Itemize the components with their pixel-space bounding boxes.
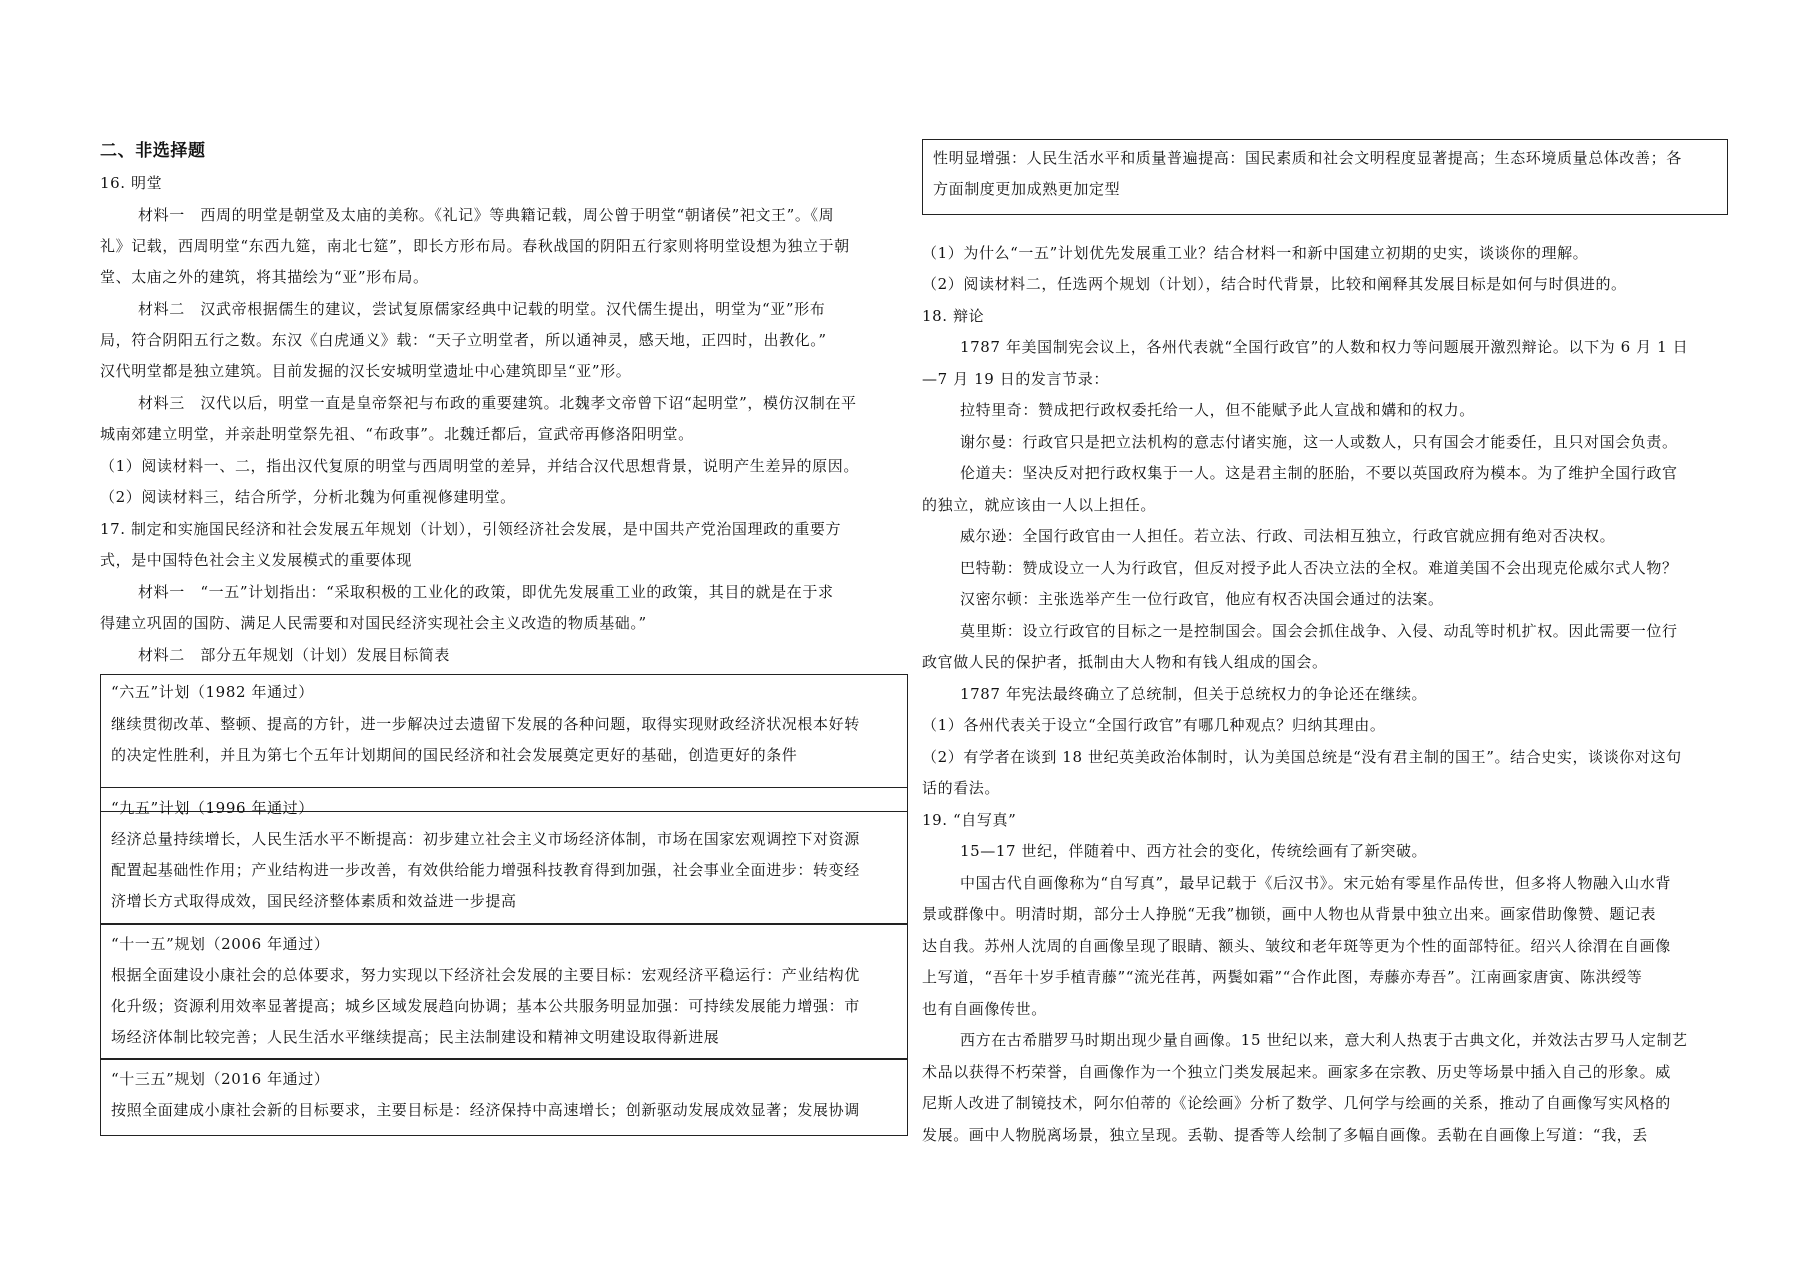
q16-line: 材料二 汉武帝根据儒生的建议，尝试复原儒家经典中记载的明堂。汉代儒生提出，明堂为“亚”形布: [138, 300, 826, 318]
table-row: [100, 787, 908, 925]
q18-question: 话的看法。: [922, 779, 1001, 797]
q16-line: 汉代明堂都是独立建筑。目前发掘的汉长安城明堂遗址中心建筑即呈“亚”形。: [100, 362, 632, 380]
q16-line: 材料三 汉代以后，明堂一直是皇帝祭祀与布政的重要建筑。北魏孝文帝曾下诏“起明堂”，模仿汉制在平: [138, 394, 857, 412]
q19-line: 上写道，“吾年十岁手植青藤”“流光荏苒，两鬓如霜”“合作此图，寿藤亦寿吾”。江南画家唐寅、陈洪绶等: [922, 968, 1643, 986]
q18-speech: 拉特里奇：赞成把行政权委托给一人，但不能赋予此人宣战和媾和的权力。: [960, 401, 1475, 419]
q18-title: 18. 辩论: [922, 307, 985, 325]
table-row-title: “九五”计划（1996 年通过）: [111, 799, 314, 817]
q18-speech: 威尔逊：全国行政官由一人担任。若立法、行政、司法相互独立，行政官就应拥有绝对否决权。: [960, 527, 1616, 545]
q18-question: （1）各州代表关于设立“全国行政官”有哪几种观点？归纳其理由。: [922, 716, 1386, 734]
q19-line: 尼斯人改进了制镜技术，阿尔伯蒂的《论绘画》分析了数学、几何学与绘画的关系，推动了自画像写实风格的: [922, 1094, 1671, 1112]
q19-line: 景或群像中。明清时期，部分士人挣脱“无我”枷锁，画中人物也从背景中独立出来。画家借助像赞、题记表: [922, 905, 1657, 923]
q16-line: 堂、太庙之外的建筑，将其描绘为“亚”形布局。: [100, 268, 429, 286]
table-row-title: “十一五”规划（2006 年通过）: [111, 935, 330, 953]
q19-line: 西方在古希腊罗马时期出现少量自画像。15 世纪以来，意大利人热衷于古典文化，并效法古罗马人定制艺: [960, 1031, 1688, 1049]
q19-line: 发展。画中人物脱离场景，独立呈现。丢勒、提香等人绘制了多幅自画像。丢勒在自画像上写道：“我，丢: [922, 1126, 1648, 1144]
q16-question: （1）阅读材料一、二，指出汉代复原的明堂与西周明堂的差异，并结合汉代思想背景，说明产生差异的原因。: [100, 457, 859, 475]
q19-line: 术品以获得不朽荣誉，自画像作为一个独立门类发展起来。画家多在宗教、历史等场景中插入自己的形象。威: [922, 1063, 1671, 1081]
q17-title: 式，是中国特色社会主义发展模式的重要体现: [100, 551, 413, 569]
q18-speech: 政官做人民的保护者，抵制由大人物和有钱人组成的国会。: [922, 653, 1328, 671]
table-row-text: 方面制度更加成熟更加定型: [933, 180, 1121, 198]
table-row-text: 济增长方式取得成效，国民经济整体素质和效益进一步提高: [111, 892, 517, 910]
q16-line: 城南郊建立明堂，并亲赴明堂祭先祖、“布政事”。北魏迁都后，宣武帝再修洛阳明堂。: [100, 425, 694, 443]
q18-question: （2）有学者在谈到 18 世纪英美政治体制时，认为美国总统是“没有君主制的国王”。结合史实，谈谈你对这句: [922, 748, 1682, 766]
q19-line: 达自我。苏州人沈周的自画像呈现了眼睛、额头、皱纹和老年斑等更为个性的面部特征。绍兴人徐渭在自画像: [922, 937, 1671, 955]
table-row-title: “六五”计划（1982 年通过）: [111, 683, 314, 701]
table-row: [100, 1058, 908, 1136]
q16-question: （2）阅读材料三，结合所学，分析北魏为何重视修建明堂。: [100, 488, 516, 506]
section-title: 二、非选择题: [100, 141, 206, 161]
table-row-text: 按照全面建成小康社会新的目标要求，主要目标是：经济保持中高速增长；创新驱动发展成效显著；发展协调: [111, 1101, 860, 1119]
q18-intro: 1787 年美国制宪会议上，各州代表就“全国行政官”的人数和权力等问题展开激烈辩论。以下为 6 月 1 日: [960, 338, 1689, 356]
q17-material1: 得建立巩固的国防、满足人民需要和对国民经济实现社会主义改造的物质基础。”: [100, 614, 647, 632]
q17-material2: 材料二 部分五年规划（计划）发展目标简表: [138, 646, 451, 664]
table-row-text: 的决定性胜利，并且为第七个五年计划期间的国民经济和社会发展奠定更好的基础，创造更好的条件: [111, 746, 798, 764]
table-row-text: 配置起基础性作用；产业结构进一步改善，有效供给能力增强科技教育得到加强，社会事业全面进步：转变经: [111, 861, 860, 879]
q17-title: 17. 制定和实施国民经济和社会发展五年规划（计划），引领经济社会发展，是中国共产党治国理政的重要方: [100, 520, 842, 538]
table-row-text: 场经济体制比较完善；人民生活水平继续提高；民主法制建设和精神文明建设取得新进展: [111, 1028, 720, 1046]
q16-line: 材料一 西周的明堂是朝堂及太庙的美称。《礼记》等典籍记载，周公曾于明堂“朝诸侯”祀文王”。《周: [138, 206, 835, 224]
table-row: [100, 923, 908, 1060]
q18-speech: 1787 年宪法最终确立了总统制，但关于总统权力的争论还在继续。: [960, 685, 1428, 703]
q17-question: （1）为什么“一五”计划优先发展重工业？结合材料一和新中国建立初期的史实，谈谈你的理解。: [922, 244, 1589, 262]
q18-speech: 谢尔曼：行政官只是把立法机构的意志付诸实施，这一人或数人，只有国会才能委任，且只对国会负责。: [960, 433, 1678, 451]
q19-line: 15—17 世纪，伴随着中、西方社会的变化，传统绘画有了新突破。: [960, 842, 1428, 860]
q16-line: 局，符合阴阳五行之数。东汉《白虎通义》载：“天子立明堂者，所以通神灵，感天地，正四时，出教化。”: [100, 331, 827, 349]
q17-material1: 材料一 “一五”计划指出：“采取积极的工业化的政策，即优先发展重工业的政策，其目的就是在于求: [138, 583, 834, 601]
q18-speech: 莫里斯：设立行政官的目标之一是控制国会。国会会抓住战争、入侵、动乱等时机扩权。因此需要一位行: [960, 622, 1678, 640]
table-row-continued: [922, 139, 1728, 215]
q16-line: 礼》记载，西周明堂“东西九筵，南北七筵”，即长方形布局。春秋战国的阴阳五行家则将明堂设想为独立于朝: [100, 237, 850, 255]
table-row-text: 经济总量持续增长，人民生活水平不断提高：初步建立社会主义市场经济体制，市场在国家宏观调控下对资源: [111, 830, 860, 848]
q19-line: 中国古代自画像称为“自写真”，最早记载于《后汉书》。宋元始有零星作品传世，但多将人物融入山水背: [960, 874, 1672, 892]
q19-line: 也有自画像传世。: [922, 1000, 1047, 1018]
q18-speech: 的独立，就应该由一人以上担任。: [922, 496, 1157, 514]
q18-intro: —7 月 19 日的发言节录：: [922, 370, 1109, 388]
table-row-text: 根据全面建设小康社会的总体要求，努力实现以下经济社会发展的主要目标：宏观经济平稳运行：产业结构优: [111, 966, 860, 984]
table-row-text: 化升级；资源利用效率显著提高；城乡区域发展趋向协调；基本公共服务明显加强：可持续发展能力增强：市: [111, 997, 860, 1015]
q19-title: 19. “自写真”: [922, 811, 1017, 829]
q17-question: （2）阅读材料二，任选两个规划（计划），结合时代背景，比较和阐释其发展目标是如何与时俱进的。: [922, 275, 1627, 293]
table-row-title: “十三五”规划（2016 年通过）: [111, 1070, 330, 1088]
q18-speech: 伦道夫：坚决反对把行政权集于一人。这是君主制的胚胎，不要以英国政府为模本。为了维护全国行政官: [960, 464, 1678, 482]
q16-title: 16. 明堂: [100, 174, 163, 192]
q18-speech: 巴特勒：赞成设立一人为行政官，但反对授予此人否决立法的全权。难道美国不会出现克伦威尔式人物？: [960, 559, 1678, 577]
table-row-text: 继续贯彻改革、整顿、提高的方针，进一步解决过去遗留下发展的各种问题，取得实现财政经济状况根本好转: [111, 715, 860, 733]
table-row-text: 性明显增强：人民生活水平和质量普遍提高：国民素质和社会文明程度显著提高；生态环境质量总体改善；各: [933, 149, 1682, 167]
q18-speech: 汉密尔顿：主张选举产生一位行政官，他应有权否决国会通过的法案。: [960, 590, 1444, 608]
